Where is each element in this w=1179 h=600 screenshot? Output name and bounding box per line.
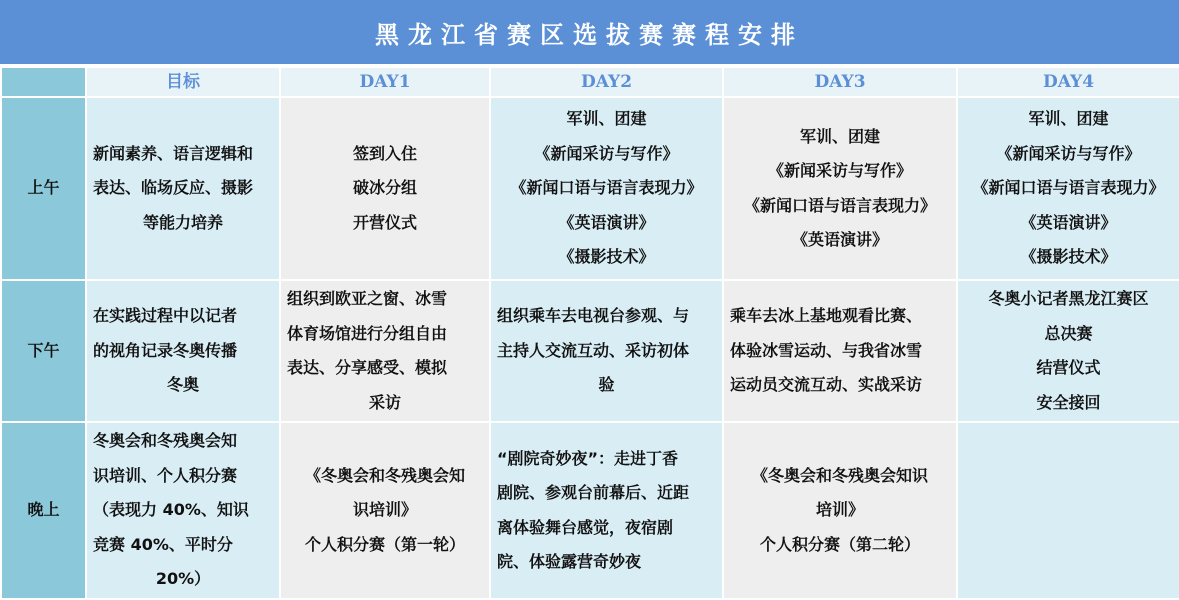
cell-line: 《新闻口语与语言表现力》: [510, 178, 703, 198]
table-row-morning: [1, 97, 1179, 280]
cell-line: 在实践过程中以记者: [93, 306, 238, 326]
schedule-table: [0, 66, 1179, 600]
cell-line: 体验冰雪运动、与我省冰雪: [730, 340, 923, 360]
cell-line: 结营仪式: [1036, 358, 1101, 377]
cell-line: 《冬奥会和冬残奥会知: [304, 465, 465, 485]
cell-evening-goal: [86, 422, 280, 599]
cell-line: 《新闻采访与写作》: [996, 143, 1141, 163]
cell-line: 新闻素养、语言逻辑和: [93, 143, 254, 163]
page-title: 黑龙江省赛区选拔赛赛程安排: [0, 0, 1179, 66]
cell-line: 《新闻采访与写作》: [534, 143, 679, 163]
cell-line: 培训》: [815, 500, 864, 520]
cell-line: 破冰分组: [352, 178, 417, 198]
cell-morning-day2: [490, 97, 723, 280]
cell-line: 安全接回: [1036, 392, 1101, 412]
cell-line: 表达、临场反应、摄影: [93, 178, 254, 198]
cell-line: 组织乘车去电视台参观、与: [497, 306, 690, 326]
cell-afternoon-day2: [490, 280, 723, 422]
cell-line: 《英语演讲》: [1020, 212, 1117, 232]
header-day2: DAY2: [490, 67, 723, 97]
cell-line: 开营仪式: [352, 212, 417, 232]
row-label-morning: 上午: [1, 97, 86, 280]
cell-line: 运动员交流互动、实战采访: [730, 375, 923, 395]
cell-line: 的视角记录冬奥传播: [93, 340, 238, 360]
cell-morning-day1: [280, 97, 490, 280]
cell-line: 主持人交流互动、采访初体: [497, 340, 690, 360]
cell-line: 个人积分赛（第二轮）: [759, 534, 920, 554]
cell-afternoon-day1: [280, 280, 490, 422]
cell-line: 离体验舞台感觉，夜宿剧: [497, 517, 674, 537]
cell-morning-day3: [723, 97, 957, 280]
cell-line: 冬奥小记者黑龙江赛区: [988, 289, 1149, 308]
cell-evening-day3: [723, 422, 957, 599]
cell-line: 等能力培养: [142, 212, 223, 232]
cell-morning-goal: [86, 97, 280, 280]
cell-line: 军训、团建: [1028, 109, 1109, 129]
header-day3: DAY3: [723, 67, 957, 97]
cell-afternoon-day4: [957, 280, 1179, 422]
cell-line: “剧院奇妙夜”：走进丁香: [497, 448, 679, 468]
cell-evening-day1: [280, 422, 490, 599]
cell-line: 冬奥会和冬残奥会知: [93, 431, 238, 451]
row-label-afternoon: 下午: [1, 280, 86, 422]
cell-line: 冬奥: [166, 375, 199, 395]
cell-line: 《摄影技术》: [1020, 247, 1117, 267]
cell-line: 《新闻采访与写作》: [767, 161, 912, 180]
cell-line: 剧院、参观台前幕后、近距: [497, 483, 690, 502]
cell-line: 体育场馆进行分组自由: [287, 323, 448, 343]
cell-line: 乘车去冰上基地观看比赛、: [730, 306, 923, 326]
cell-evening-day4: [957, 422, 1179, 599]
cell-line: 识培训、个人积分赛: [93, 465, 238, 485]
cell-afternoon-day3: [723, 280, 957, 422]
table-row-evening: [1, 422, 1179, 599]
cell-line: 20%）: [155, 569, 211, 589]
cell-morning-day4: [957, 97, 1179, 280]
header-day1: DAY1: [280, 67, 490, 97]
cell-line: 院、体验露营奇妙夜: [497, 552, 642, 571]
cell-line: 军训、团建: [799, 126, 880, 146]
cell-line: 《新闻口语与语言表现力》: [972, 178, 1165, 198]
cell-line: 竞赛 40%、平时分: [93, 534, 233, 554]
cell-evening-day2: [490, 422, 723, 599]
cell-line: 表达、分享感受、模拟: [287, 358, 448, 377]
header-corner: [1, 67, 86, 97]
cell-line: 《英语演讲》: [791, 230, 888, 249]
row-label-evening: 晚上: [1, 422, 86, 599]
cell-line: 签到入住: [352, 143, 417, 163]
cell-line: 《摄影技术》: [558, 247, 655, 267]
cell-line: 个人积分赛（第一轮）: [304, 534, 465, 554]
cell-line: 《英语演讲》: [558, 212, 655, 232]
header-goal: 目标: [86, 67, 280, 97]
cell-line: 《新闻口语与语言表现力》: [743, 195, 936, 215]
cell-line: 采访: [368, 392, 401, 412]
cell-line: 《冬奥会和冬残奥会知识: [751, 465, 928, 485]
cell-line: 组织到欧亚之窗、冰雪: [287, 289, 448, 308]
cell-line: 识培训》: [352, 500, 417, 520]
cell-line: 验: [598, 375, 615, 395]
header-day4: DAY4: [957, 67, 1179, 97]
cell-line: 总决赛: [1044, 323, 1093, 343]
cell-afternoon-goal: [86, 280, 280, 422]
cell-line: （表现力 40%、知识: [93, 500, 249, 520]
table-row-afternoon: [1, 280, 1179, 422]
table-header-row: [1, 67, 1179, 97]
cell-line: 军训、团建: [566, 109, 647, 129]
